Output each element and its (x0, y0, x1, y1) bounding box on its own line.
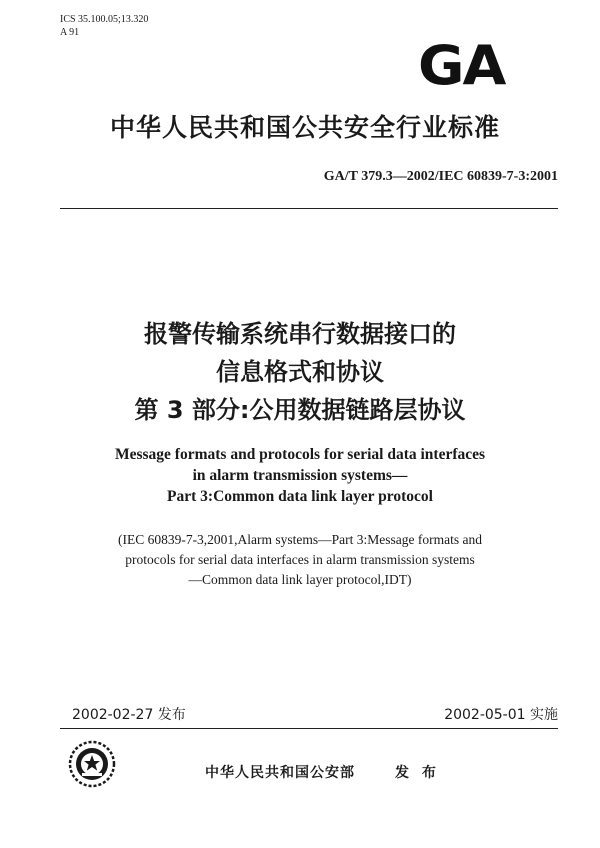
equivalence-line2: protocols for serial data interfaces in alarm transmission systems (125, 552, 475, 567)
title-en-line1: Message formats and protocols for serial data interfaces (114, 446, 486, 463)
classification-codes (60, 13, 148, 39)
standard-number: GA/T 379.3—2002/IEC 60839-7-3:2001 (323, 169, 558, 184)
title-cn-line3: 第 3 部分:公用数据链路层协议 (134, 396, 466, 424)
organization-title: 中华人民共和国公共安全行业标准 (109, 113, 500, 142)
title-cn-line2: 信息格式和协议 (216, 358, 384, 386)
title-cn-line1: 报警传输系统串行数据接口的 (144, 320, 456, 348)
publisher-name: 中华人民共和国公安部 (205, 765, 355, 781)
implementation-date: 2002-05-01 实施 (444, 707, 558, 723)
issue-date: 2002-02-27 发布 (72, 707, 186, 723)
title-en-line2: in alarm transmission systems— (192, 467, 408, 484)
header-divider (60, 208, 558, 209)
equivalence-line1: (IEC 60839-7-3,2001,Alarm systems—Part 3:Message formats and (117, 532, 483, 547)
title-en-line3: Part 3:Common data link layer protocol (167, 488, 433, 505)
publish-label: 发 布 (395, 765, 440, 781)
footer-divider (60, 728, 558, 729)
ics-code: ICS 35.100.05;13.320 (60, 14, 149, 25)
ga-logo: GA (418, 34, 505, 97)
police-emblem-icon (68, 740, 116, 788)
equivalence-line3: —Common data link layer protocol,IDT) (188, 572, 412, 587)
ccs-code: A 91 (60, 27, 80, 38)
